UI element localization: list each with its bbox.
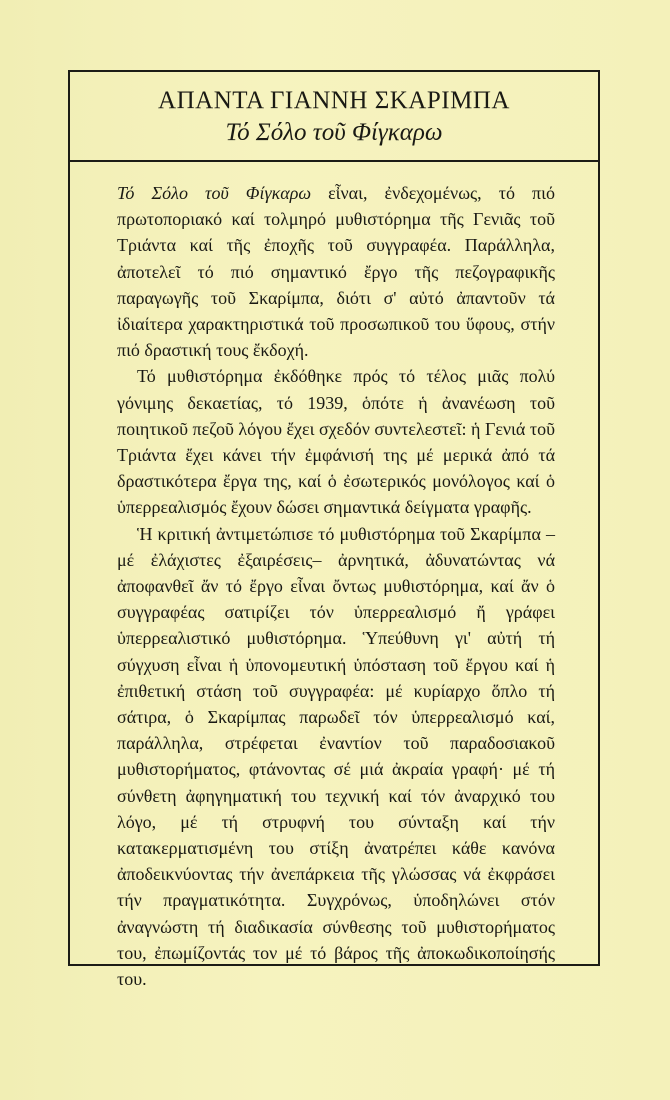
paragraph-2-text: Τό μυθιστόρημα ἐκδόθηκε πρός τό τέλος μιᾶς πολύ γόνιμης δεκαετίας, τό 1939, ὁπότε ἡ ἀνανέωση τοῦ ποιητικοῦ πεζοῦ λόγου ἔχει σχεδόν συντελεστεῖ: ἡ Γενιά τοῦ Τριάντα ἔχει κάνει τήν ἐμφάνισή της μέ μερικά ἀπό τά δραστικότερα ἔργα της, καί ὁ ἐσωτερικός μονόλογος καί ὁ ὑπερρεαλισμός ἔχουν δώσει σημαντικά δείγματα γραφῆς.	[117, 366, 555, 518]
author-heading: ΑΠΑΝΤΑ ΓΙΑΝΝΗ ΣΚΑΡΙΜΠΑ	[158, 87, 510, 114]
blurb-text	[117, 180, 555, 992]
paragraph-1-lead: Τό Σόλο τοῦ Φίγκαρω	[117, 183, 312, 203]
text-frame	[68, 70, 600, 990]
header-box	[70, 72, 598, 162]
paragraph-1-text: εἶναι, ἐνδεχομένως, τό πιό πρωτοποριακό καί τολμηρό μυθιστόρημα τῆς Γενιᾶς τοῦ Τριάντα καί τῆς ἐποχῆς τοῦ συγγραφέα. Παράλληλα, ἀποτελεῖ τό πιό σημαντικό ἔργο τῆς πεζογραφικῆς παραγωγῆς τοῦ Σκαρίμπα, διότι σ' αὐτό ἀπαντοῦν τά ἰδιαίτερα χαρακτηριστικά τοῦ προσωπικοῦ του ὕφους, στήν πιό δραστική τους ἔκδοχή.	[117, 183, 555, 361]
paragraph-3	[117, 521, 555, 993]
book-title: Τό Σόλο τοῦ Φίγκαρω	[225, 119, 443, 146]
paragraph-1	[117, 180, 555, 363]
paragraph-3-text: Ἡ κριτική ἀντιμετώπισε τό μυθιστόρημα τοῦ Σκαρίμπα – μέ ἐλάχιστες ἐξαιρέσεις– ἀρνητικά, ἀδυνατώντας νά ἀποφανθεῖ ἄν τό ἔργο εἶναι ὄντως μυθιστόρημα, καί ἄν ὁ συγγραφέας σατιρίζει τόν ὑπερρεαλισμό ἤ γράφει ὑπερρεαλιστικό μυθιστόρημα. Ὑπεύθυνη γι' αὐτή τή σύγχυση εἶναι ἡ ὑπονομευτική ὑπόσταση τοῦ ἔργου καί ἡ ἐπιθετική στάση τοῦ συγγραφέα: μέ κυρίαρχο ὅπλο τή σάτιρα, ὁ Σκαρίμπας παρωδεῖ τόν ὑπερρεαλισμό καί, παράλληλα, στρέφεται ἐναντίον τοῦ παραδοσιακοῦ μυθιστορήματος, φτάνοντας σέ μιά ἀκραία γραφή· μέ τή σύνθετη ἀφηγηματική του τεχνική καί τόν ἀναρχικό του λόγο, μέ τή στρυφνή του σύνταξη καί τήν κατακερματισμένη του στίξη ἀνατρέπει κάθε κανόνα ἀποδεικνύοντας τήν ἀνεπάρκεια τῆς γλώσσας νά ἐκφράσει τήν πραγματικότητα. Συγχρόνως, ὑποδηλώνει στόν ἀναγνώστη τή διαδικασία σύνθεσης τοῦ μυθιστορήματος του, ἐπωμίζοντάς τον μέ τό βάρος τῆς ἀποκωδικοποίησής του.	[117, 523, 555, 990]
paragraph-2	[117, 363, 555, 520]
